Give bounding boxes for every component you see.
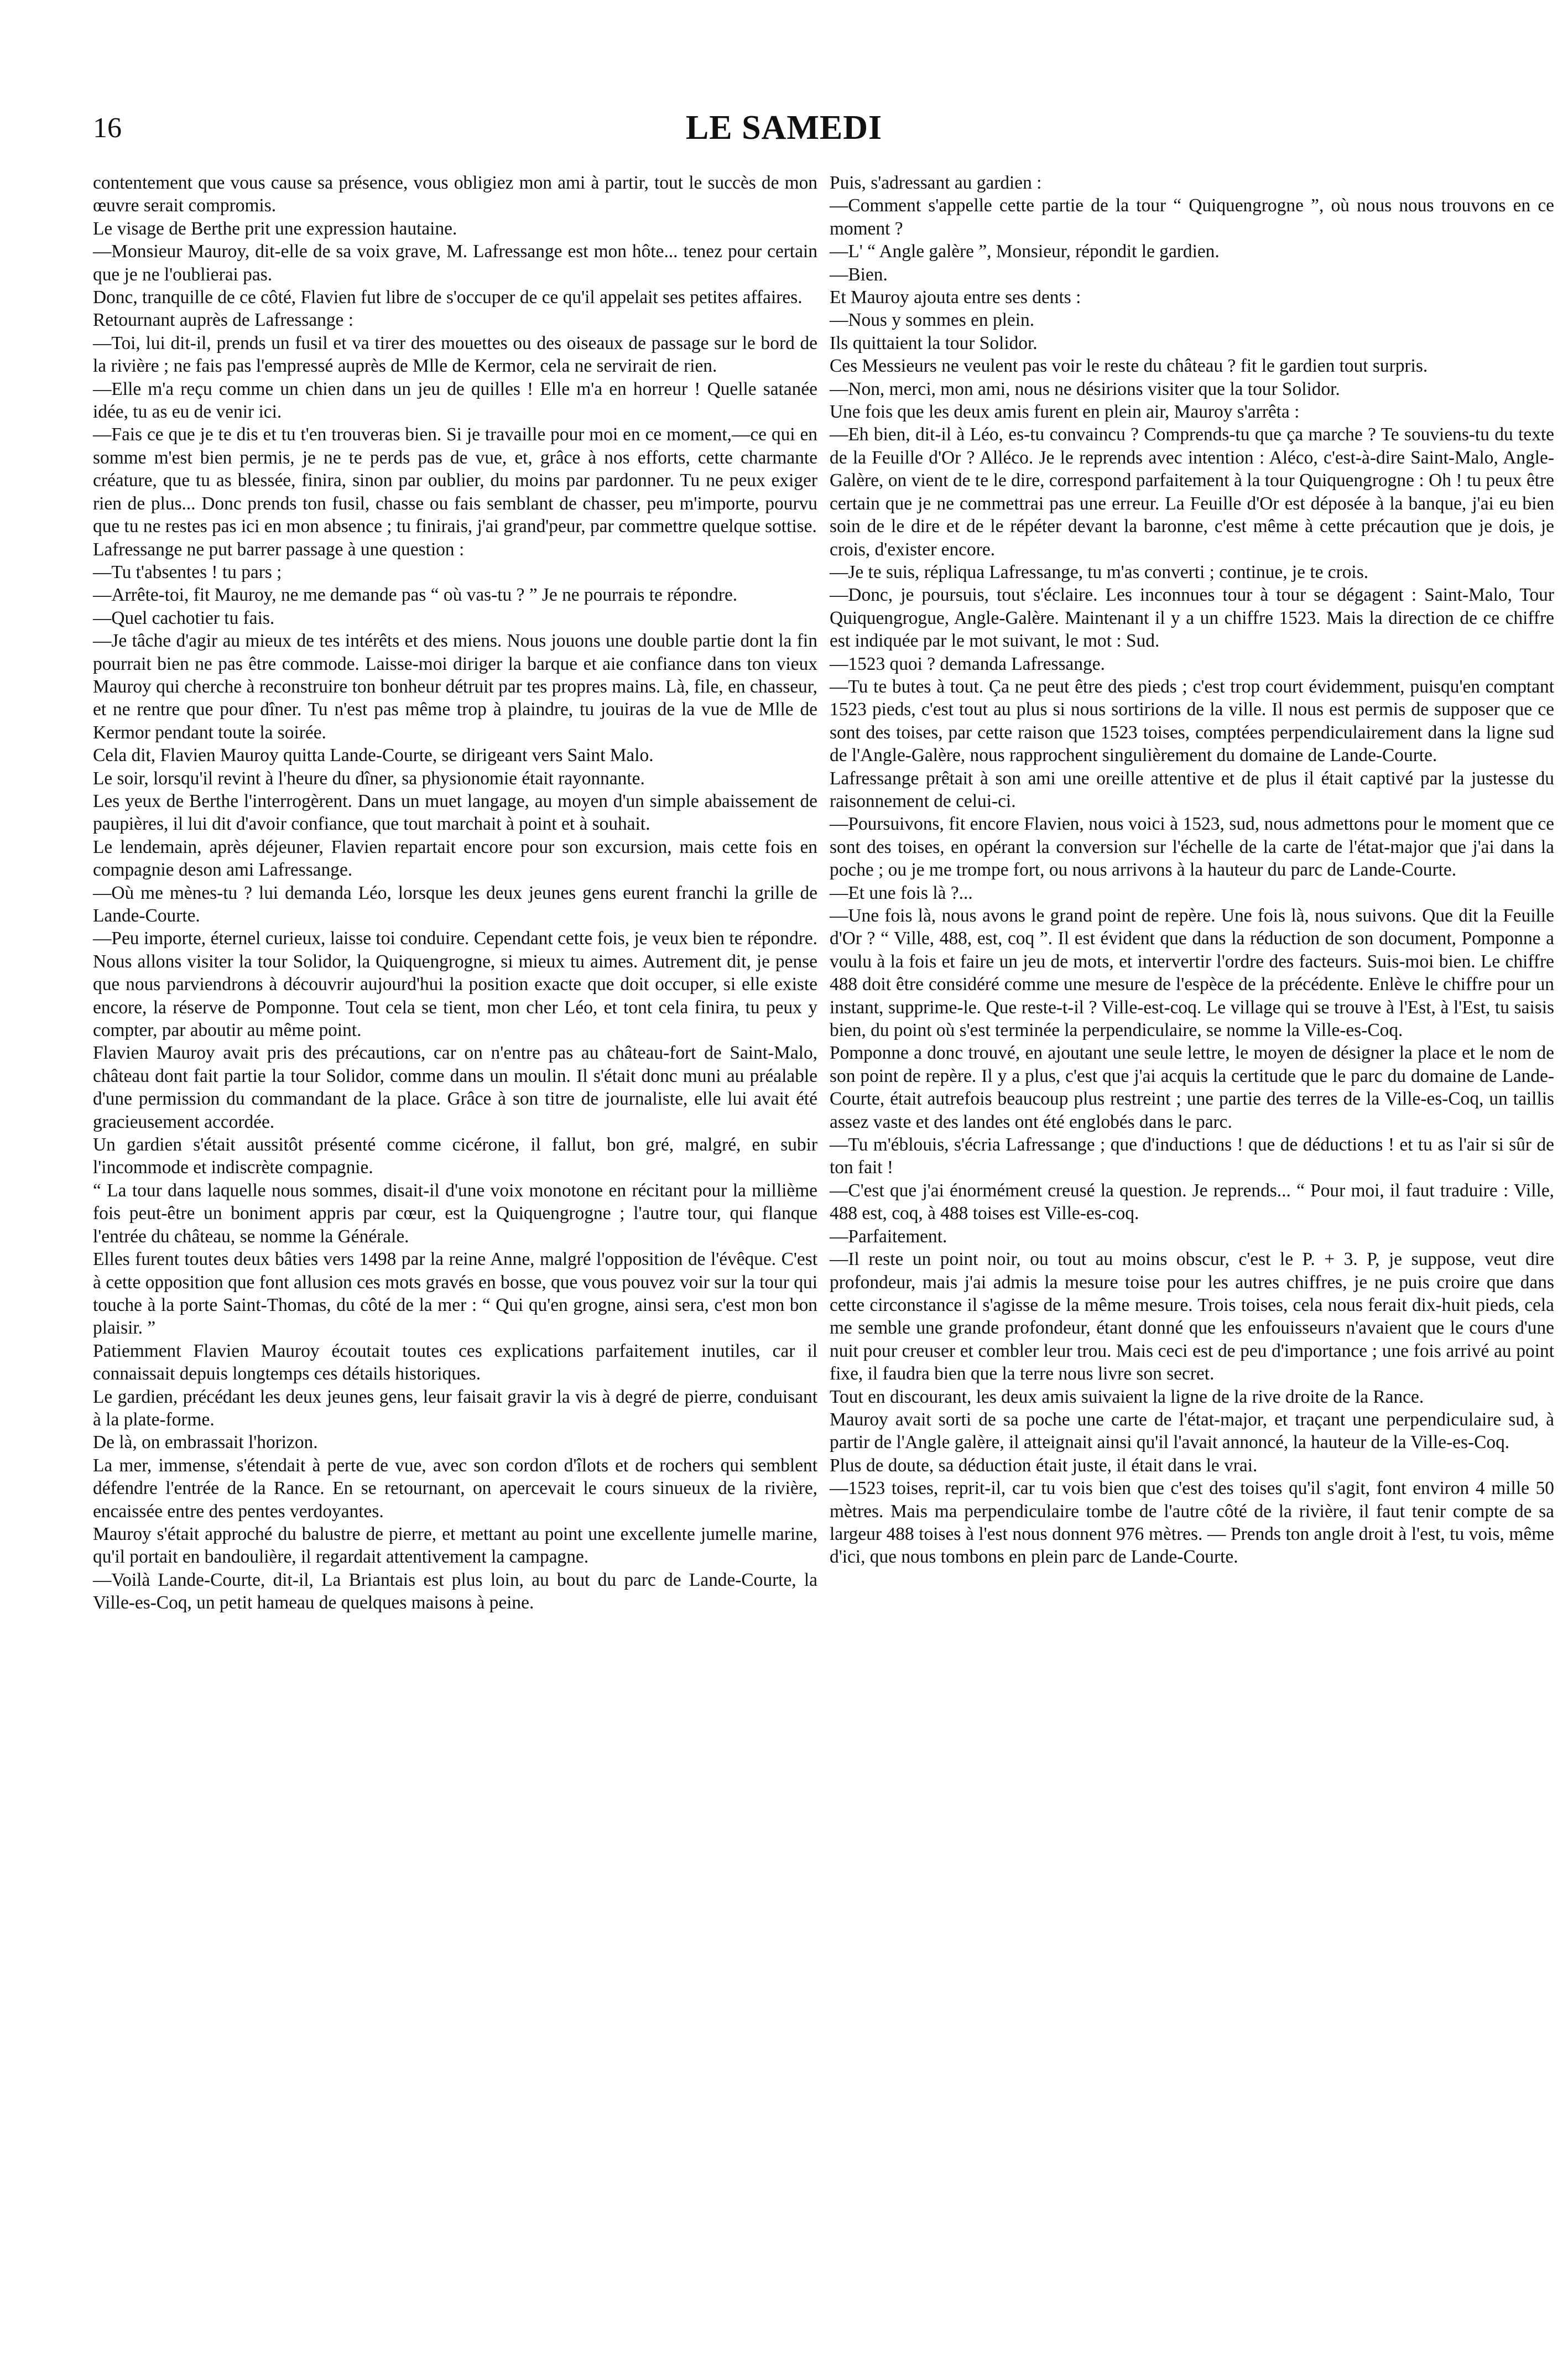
paragraph: Lafressange prêtait à son ami une oreille attentive et de plus il était captivé par la justesse du raisonnement de celui-ci. — [830, 768, 1554, 811]
paragraph: Retournant auprès de Lafressange : — [93, 310, 353, 331]
paragraph: Ces Messieurs ne veulent pas voir le reste du château ? fit le gardien tout surpris. — [830, 356, 1428, 377]
paragraph: —Où me mènes-tu ? lui demanda Léo, lorsque les deux jeunes gens eurent franchi la grille de Lande-Courte. — [93, 882, 817, 926]
paragraph: Et Mauroy ajouta entre ses dents : — [830, 287, 1081, 308]
paragraph: —Elle m'a reçu comme un chien dans un jeu de quilles ! Elle m'a en horreur ! Quelle satanée idée, tu as eu de venir ici. — [93, 378, 817, 423]
paragraph: —Je te suis, répliqua Lafressange, tu m'as converti ; continue, je te crois. — [830, 561, 1369, 582]
paragraph: —Donc, je poursuis, tout s'éclaire. Les inconnues tour à tour se dégagent : Saint-Malo, Tour Quiquengrogue, Angle-Galère. Maintenant il y a un chiffre 1523. Mais la direction de ce chiffre est indiquée par le mot suivant, le mot : Sud. — [830, 585, 1554, 652]
paragraph: Pomponne a donc trouvé, en ajoutant une seule lettre, le moyen de désigner la place et le nom de son point de repère. Il y a plus, c'est que j'ai acquis la certitude que le parc du domaine de Lande-Courte, était autrefois beaucoup plus restreint ; une partie des terres de la Ville-es-Coq, un taillis assez vaste et des landes ont été englobés dans le parc. — [830, 1043, 1554, 1132]
paragraph: —Parfaitement. — [830, 1226, 947, 1247]
paragraph: Le lendemain, après déjeuner, Flavien repartait encore pour son excursion, mais cette fois en compagnie deson ami Lafressange. — [93, 836, 817, 881]
paragraph: Un gardien s'était aussitôt présenté comme cicérone, il fallut, bon gré, malgré, en subir l'incommode et indiscrète compagnie. — [93, 1134, 817, 1178]
paragraph: Elles furent toutes deux bâties vers 1498 par la reine Anne, malgré l'opposition de l'évêque. C'est à cette opposition que font allusion ces mots gravés en bosse, que vous pouvez voir sur la tour qui touche à la porte Saint-Thomas, du côté de la mer : “ Qui qu'en grogne, ainsi sera, c'est mon bon plaisir. ” — [93, 1249, 817, 1339]
paragraph: —C'est que j'ai énormément creusé la question. Je reprends... “ Pour moi, il faut traduire : Ville, 488 est, coq, à 488 toises est Ville-es-coq. — [830, 1180, 1554, 1224]
paragraph: —Tu m'éblouis, s'écria Lafressange ; que d'inductions ! que de déductions ! et tu as l'air si sûr de ton fait ! — [830, 1134, 1554, 1178]
paragraph: —1523 toises, reprit-il, car tu vois bien que c'est des toises qu'il s'agit, font environ 4 mille 50 mètres. Mais ma perpendiculaire tombe de l'autre côté de la rivière, il faut tenir compte de sa largeur 488 toises à l'est nous donnent 976 mètres. — Prends ton angle droit à l'est, tu vois, même d'ici, que nous tombons en plein parc de Lande-Courte. — [830, 1478, 1554, 1568]
paragraph: Flavien Mauroy avait pris des précautions, car on n'entre pas au château-fort de Saint-Malo, château dont fait partie la tour Solidor, comme dans un moulin. Il s'était donc muni au préalable d'une permission du commandant de la place. Grâce à son titre de journaliste, elle lui avait été gracieusement accordée. — [93, 1043, 817, 1132]
paragraph: De là, on embrassait l'horizon. — [93, 1432, 318, 1453]
paragraph: Mauroy avait sorti de sa poche une carte de l'état-major, et traçant une perpendiculaire sud, à partir de l'Angle galère, il atteignait ainsi qu'il l'avait annoncé, la hauteur de la Ville-es-Coq. — [830, 1409, 1554, 1453]
paragraph: —Quel cachotier tu fais. — [93, 607, 275, 628]
paragraph: —Tu t'absentes ! tu pars ; — [93, 561, 282, 582]
paragraph: La mer, immense, s'étendait à perte de vue, avec son cordon d'îlots et de rochers qui semblent défendre l'entrée de la Rance. En se retournant, on apercevait le cours sinueux de la rivière, encaissée entre des pentes verdoyantes. — [93, 1455, 817, 1522]
paragraph: Lafressange ne put barrer passage à une question : — [93, 539, 465, 560]
paragraph: Le visage de Berthe prit une expression hautaine. — [93, 218, 457, 239]
running-title: LE SAMEDI — [685, 109, 883, 147]
paragraph: —Toi, lui dit-il, prends un fusil et va tirer des mouettes ou des oiseaux de passage sur le bord de la rivière ; ne fais pas l'empressé auprès de Mlle de Kermor, cela ne servirait de rien. — [93, 332, 817, 377]
paragraph: Tout en discourant, les deux amis suivaient la ligne de la rive droite de la Rance. — [830, 1386, 1424, 1407]
paragraph: —Bien. — [830, 264, 888, 285]
paragraph: —Poursuivons, fit encore Flavien, nous voici à 1523, sud, nous admettons pour le moment que ce sont des toises, en opérant la conversion sur l'échelle de la carte de l'état-major que j'ai dans la poche ; ou je me trompe fort, ou nous arrivons à la hauteur du parc de Lande-Courte. — [830, 814, 1554, 881]
paragraph: —Arrête-toi, fit Mauroy, ne me demande pas “ où vas-tu ? ” Je ne pourrais te répondre. — [93, 585, 738, 606]
paragraph: contentement que vous cause sa présence, vous obligiez mon ami à partir, tout le succès de mon œuvre serait compromis. — [93, 173, 817, 216]
paragraph: —Tu te butes à tout. Ça ne peut être des pieds ; c'est trop court évidemment, puisqu'en comptant 1523 pieds, c'est tout au plus si nous sortirions de la ville. Il nous est permis de supposer que ce sont des toises, par cette raison que 1523 toises, comptées perpendiculairement dans la ligne sud de l'Angle-Galère, nous rapprochent singulièrement du domaine de Lande-Courte. — [830, 676, 1554, 766]
paragraph: —Fais ce que je te dis et tu t'en trouveras bien. Si je travaille pour moi en ce moment,—ce qui en somme m'est bien permis, je ne te perds pas de vue, et, grâce à nos efforts, cette charmante créature, que tu as blessée, finira, sinon par oublier, du moins par pardonner. Tu ne peux exiger rien de plus... Donc prends ton fusil, chasse ou fais semblant de chasser, peu m'importe, pourvu que tu ne restes pas ici en mon absence ; tu finirais, j'ai grand'peur, par commettre quelque sottise. — [93, 424, 817, 537]
paragraph: —Eh bien, dit-il à Léo, es-tu convaincu ? Comprends-tu que ça marche ? Te souviens-tu du texte de la Feuille d'Or ? Alléco. Je le reprends avec intention : Aléco, c'est-à-dire Saint-Malo, Angle-Galère, on vient de te le dire, correspond parfaitement à la tour Quiquengrogne : Oh ! tu peux être certain que je ne commettrai pas une erreur. La Feuille d'Or est déposée à la banque, j'ai eu bien soin de le dire et de le répéter devant la baronne, c'est même à cette précaution que je dois, je crois, d'exister encore. — [830, 424, 1554, 560]
paragraph: —Une fois là, nous avons le grand point de repère. Une fois là, nous suivons. Que dit la Feuille d'Or ? “ Ville, 488, est, coq ”. Il est évident que dans la réduction de son document, Pomponne a voulu à la fois et faire un jeu de mots, et intervertir l'ordre des facteurs. Suis-moi bien. Le chiffre 488 doit être considéré comme une mesure de l'espèce de la précédente. Enlève le chiffre pour un instant, supprime-le. Que reste-t-il ? Ville-est-coq. Le village qui se trouve à l'Est, à l'Est, tu saisis bien, du point où s'est terminée la perpendiculaire, se nomme la Ville-es-Coq. — [830, 905, 1554, 1041]
paragraph: Plus de doute, sa déduction était juste, il était dans le vrai. — [830, 1455, 1258, 1476]
paragraph: Patiemment Flavien Mauroy écoutait toutes ces explications parfaitement inutiles, car il connaissait depuis longtemps ces détails historiques. — [93, 1340, 817, 1384]
page-number: 16 — [93, 112, 122, 144]
paragraph: Puis, s'adressant au gardien : — [830, 173, 1042, 193]
paragraph: Le gardien, précédant les deux jeunes gens, leur faisait gravir la vis à degré de pierre, conduisant à la plate-forme. — [93, 1386, 817, 1430]
paragraph: —Peu importe, éternel curieux, laisse toi conduire. Cependant cette fois, je veux bien te répondre. Nous allons visiter la tour Solidor, la Quiquengrogne, si mieux tu aimes. Autrement dit, je pense que nous parviendrons à découvrir aujourd'hui la position exacte que doit occuper, si elle existe encore, la réserve de Pomponne. Tout cela se tient, mon cher Léo, et tont cela finira, tu peux y compter, par aboutir au même point. — [93, 928, 817, 1041]
paragraph: Ils quittaient la tour Solidor. — [830, 332, 1038, 353]
paragraph: —Comment s'appelle cette partie de la tour “ Quiquengrogne ”, où nous nous trouvons en ce moment ? — [830, 195, 1554, 239]
paragraph: —1523 quoi ? demanda Lafressange. — [830, 653, 1105, 674]
paragraph: —Il reste un point noir, ou tout au moins obscur, c'est le P. + 3. P, je suppose, veut dire profondeur, mais j'ai admis la mesure toise pour les autres chiffres, je ne puis croire que dans cette circonstance il s'agisse de la même mesure. Trois toises, cela nous ferait dix-huit pieds, cela me semble une grande profondeur, étant donné que les enfouisseurs n'avaient que le cours d'une nuit pour creuser et combler leur trou. Mais ceci est de peu d'importance ; une fois arrivé au point fixe, il faudra bien que la terre nous livre son secret. — [830, 1249, 1554, 1384]
paragraph: Le soir, lorsqu'il revint à l'heure du dîner, sa physionomie était rayonnante. — [93, 768, 645, 789]
paragraph: —Et une fois là ?... — [830, 882, 973, 903]
paragraph: Donc, tranquille de ce côté, Flavien fut libre de s'occuper de ce qu'il appelait ses petites affaires. — [93, 287, 803, 308]
paragraph: Mauroy s'était approché du balustre de pierre, et mettant au point une excellente jumelle marine, qu'il portait en bandoulière, il regardait attentivement la campagne. — [93, 1523, 817, 1568]
paragraph: —L' “ Angle galère ”, Monsieur, répondit le gardien. — [830, 241, 1220, 262]
paragraph: “ La tour dans laquelle nous sommes, disait-il d'une voix monotone en récitant pour la millième fois peut-être un boniment appris par cœur, est la Quiquengrogne ; l'autre tour, qui flanque l'entrée du château, se nomme la Générale. — [93, 1180, 817, 1247]
left-column — [93, 171, 817, 1615]
paragraph: —Monsieur Mauroy, dit-elle de sa voix grave, M. Lafressange est mon hôte... tenez pour certain que je ne l'oublierai pas. — [93, 241, 817, 285]
paragraph: Cela dit, Flavien Mauroy quitta Lande-Courte, se dirigeant vers Saint Malo. — [93, 745, 654, 766]
paragraph: —Voilà Lande-Courte, dit-il, La Briantais est plus loin, au bout du parc de Lande-Courte, la Ville-es-Coq, un petit hameau de quelques maisons à peine. — [93, 1569, 817, 1613]
right-column — [830, 171, 1554, 1569]
paragraph: Les yeux de Berthe l'interrogèrent. Dans un muet langage, au moyen d'un simple abaissement de paupières, il lui dit d'avoir confiance, que tout marchait à point et à souhait. — [93, 790, 817, 835]
paragraph: —Je tâche d'agir au mieux de tes intérêts et des miens. Nous jouons une double partie dont la fin pourrait bien ne pas être commode. Laisse-moi diriger la barque et aie confiance dans ton vieux Mauroy qui cherche à reconstruire ton bonheur détruit par tes propres mains. Là, file, en chasseur, et ne rentre que pour dîner. Tu n'est pas même trop à plaindre, tu jouiras de la vue de Mlle de Kermor pendant toute la soirée. — [93, 631, 817, 743]
paragraph: —Nous y sommes en plein. — [830, 310, 1035, 331]
paragraph: —Non, merci, mon ami, nous ne désirions visiter que la tour Solidor. — [830, 378, 1340, 399]
paragraph: Une fois que les deux amis furent en plein air, Mauroy s'arrêta : — [830, 402, 1300, 423]
